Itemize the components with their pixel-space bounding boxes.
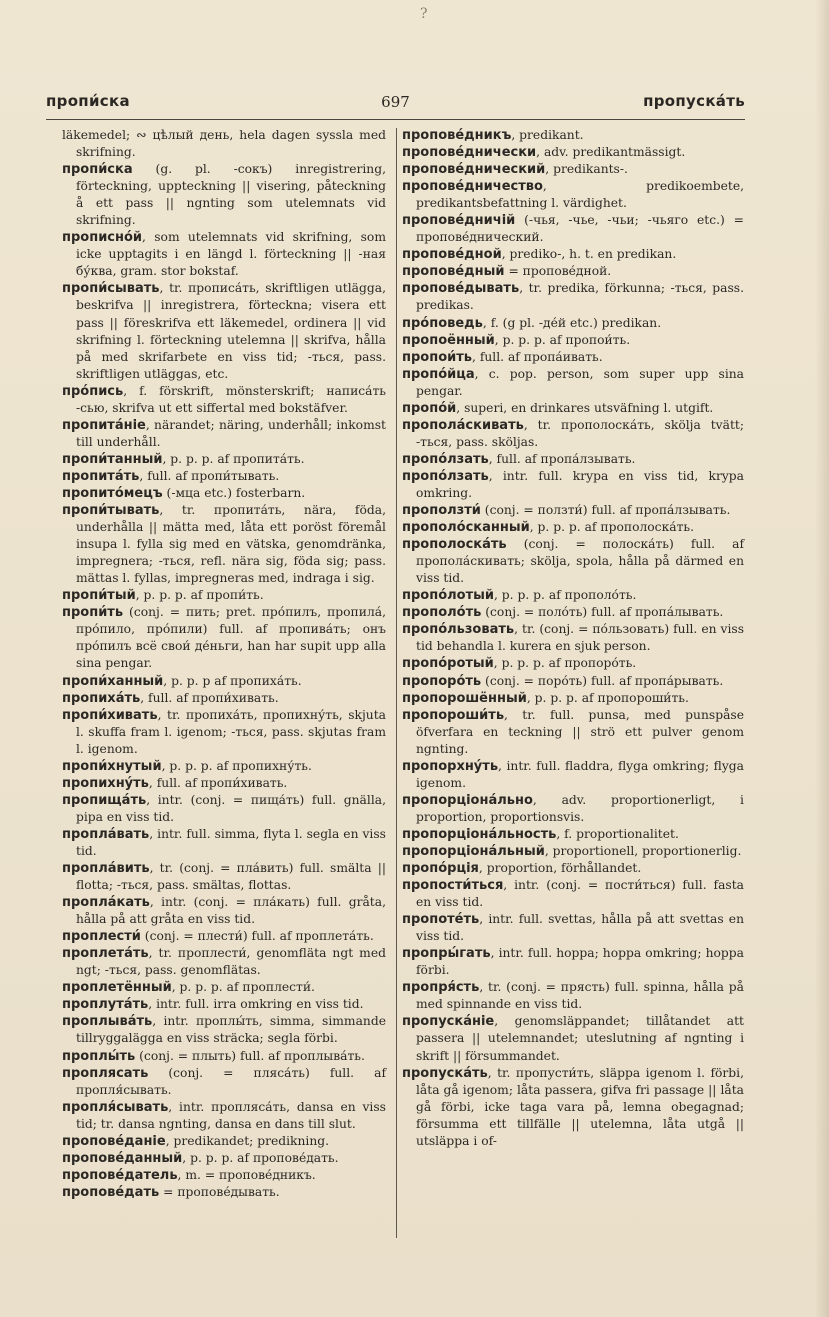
entry-definition: , intr. full. svettas, hålla på att svettas en viss tid. xyxy=(416,912,744,944)
entry-headword: пропи́сывать xyxy=(62,281,160,297)
entry-definition: , prediko-, h. t. en predikan. xyxy=(501,247,677,262)
entry-headword: прописно́й xyxy=(62,230,143,246)
entry-headword: про́пись xyxy=(62,383,124,399)
dictionary-entry xyxy=(402,400,744,417)
entry-definition: , intr. (conj. = пла́кать) full. gråta, hålla på att gråta en viss tid. xyxy=(76,895,386,927)
entry-headword: пропи́тывать xyxy=(62,503,160,519)
dictionary-entry xyxy=(62,161,386,229)
entry-headword: пропости́ться xyxy=(402,878,504,894)
column-divider xyxy=(396,128,397,1238)
dictionary-entry xyxy=(402,349,744,366)
dictionary-entry xyxy=(402,655,744,672)
entry-definition: , p. p. p. af пропита́ть. xyxy=(162,451,305,466)
entry-definition: , intr. (conj. = пища́ть) full. gnälla, pipa en viss tid. xyxy=(76,792,386,824)
dictionary-entry xyxy=(62,758,386,775)
page-number: 697 xyxy=(381,93,410,111)
dictionary-entry xyxy=(62,451,386,468)
dictionary-entry xyxy=(402,519,744,536)
entry-definition: (g. pl. -сокъ) inregistrering, förteckning, uppteckning || visering, påteckning å ett pass || ngnting som utelemnats vid skrifning. xyxy=(76,162,386,228)
dictionary-entry xyxy=(402,451,744,468)
entry-headword: проплясать xyxy=(62,1065,149,1081)
entry-definition: , intr. full. simma, flyta l. segla en viss tid. xyxy=(76,826,386,858)
entry-headword: пропи́хивать xyxy=(62,707,158,723)
right-guideword: пропуска́ть xyxy=(643,92,745,110)
entry-headword: пропря́сть xyxy=(402,980,480,996)
entry-headword: пропове́дать xyxy=(62,1184,160,1200)
entry-definition: (conj. = поро́ть) full. af пропа́рывать. xyxy=(481,673,724,688)
dictionary-entry xyxy=(62,690,386,707)
entry-headword: пропи́тый xyxy=(62,588,136,604)
entry-headword: проплета́ть xyxy=(62,946,149,962)
entry-headword: прополо́ть xyxy=(402,605,482,621)
dictionary-entry xyxy=(62,1048,386,1065)
dictionary-entry xyxy=(402,877,744,911)
entry-headword: пропове́дывать xyxy=(402,281,520,297)
entry-definition: , full. af пропа́лзывать. xyxy=(488,451,636,466)
dictionary-entry xyxy=(62,604,386,672)
entry-headword: про́поведь xyxy=(402,315,483,331)
entry-definition: (-мца etc.) fosterbarn. xyxy=(162,485,306,500)
entry-definition: , närandet; näring, underhåll; inkomst till underhåll. xyxy=(76,417,386,449)
entry-headword: пропля́сывать xyxy=(62,1099,169,1115)
entry-definition: (conj. = пить; pret. про́пилъ, пропила́, про́пило, про́пили) full. af пропива́ть; онъ про́пилъ всё свои́ де́ньги, han har supit upp alla sina pengar. xyxy=(76,605,386,671)
dictionary-entry xyxy=(62,1150,386,1167)
entry-definition: , p. p. p. af пропи́ть. xyxy=(135,588,264,603)
entry-definition: , predikants-. xyxy=(545,162,628,177)
dictionary-entry xyxy=(62,1167,386,1184)
dictionary-entry xyxy=(402,979,744,1013)
entry-headword: пропо́й xyxy=(402,400,457,416)
entry-definition: , tr. пропусти́ть, släppa igenom l. förbi, låta gå igenom; låta passera, gifva fri passage || låta gå förbi, icke taga vara på, lemna obegagnad; försumma ett tillfälle || utelemna, låta utgå || utsläppa i of- xyxy=(416,1065,744,1148)
entry-headword: пропуска́ть xyxy=(402,1065,488,1081)
entry-definition: , tr. пропита́ть, nära, föda, underhålla || mätta med, låta ett poröst föremål insupa l. fylla sig med en vätska, genomdränka, impregnera; -ться, refl. nära sig, föda sig; pass. mättas l. fyllas, impregneras med, indraga i sig. xyxy=(76,503,386,586)
running-head xyxy=(46,92,745,114)
dictionary-entry xyxy=(62,1065,386,1099)
entry-definition: (conj. = пляса́ть) full. af пропля́сывать. xyxy=(76,1065,386,1097)
entry-definition: , p. p. p. af проплести́. xyxy=(171,980,315,995)
entry-definition: , predikandet; predikning. xyxy=(165,1133,330,1148)
entry-definition: (-чья, -чье, -чьи; -чьяго etc.) = пропове́днический. xyxy=(416,213,744,245)
entry-headword: пропихну́ть xyxy=(62,775,149,791)
dictionary-entry xyxy=(402,826,744,843)
dictionary-entry xyxy=(402,673,744,690)
entry-definition: , tr. прополоска́ть, skölja tvätt; -ться, pass. sköljas. xyxy=(416,417,744,449)
entry-definition: , f. proportionalitet. xyxy=(556,826,679,841)
entry-headword: пропла́вать xyxy=(62,826,150,842)
dictionary-entry xyxy=(62,945,386,979)
entry-headword: проплетённый xyxy=(62,980,172,996)
entry-headword: пропо́йца xyxy=(402,366,475,382)
entry-headword: проплыва́ть xyxy=(62,1014,153,1030)
dictionary-entry xyxy=(62,673,386,690)
entry-definition: , som utelemnats vid skrifning, som icke upptagits i en längd l. förteckning || -ная бу́ква, gram. stor bokstaf. xyxy=(76,230,386,279)
entry-definition: , p. p. p af пропиха́ть. xyxy=(163,673,302,688)
entry-headword: пропове́датель xyxy=(62,1167,178,1183)
entry-definition: , full. af пропи́хивать. xyxy=(140,690,279,705)
entry-definition: (conj. = плести́) full. af проплета́ть. xyxy=(140,929,374,944)
dictionary-entry xyxy=(402,758,744,792)
header-rule xyxy=(46,119,745,120)
pencil-mark: ? xyxy=(420,6,428,22)
dictionary-entry xyxy=(62,928,386,945)
entry-headword: пропо́льзовать xyxy=(402,622,515,638)
entry-definition: , full. af пропи́хивать. xyxy=(148,775,288,790)
entry-headword: проползти́ xyxy=(402,503,481,519)
entry-headword: пропорціона́льность xyxy=(402,826,557,842)
entry-headword: пропи́танный xyxy=(62,451,163,467)
entry-definition: , intr. пропляса́ть, dansa en viss tid; tr. dansa ngnting, dansa en dans till slut. xyxy=(76,1099,386,1131)
entry-definition: , f. förskrift, mönsterskrift; написа́ть -сью, skrifva ut ett siffertal med bokstäfver. xyxy=(76,383,386,415)
dictionary-entry xyxy=(402,280,744,314)
entry-headword: пропове́днический xyxy=(402,162,546,178)
entry-headword: пропове́дной xyxy=(402,247,502,263)
entry-definition: , c. pop. person, som super upp sina pengar. xyxy=(416,366,744,398)
dictionary-entry xyxy=(62,468,386,485)
entry-definition: , tr. прописа́ть, skriftligen utlägga, beskrifva || inregistrera, förteckna; visera ett pass || föreskrifva ett läkemedel, ordinera || vid skrifning l. förteckning utelemna || skrifva, hålla på med skrifarbete en viss tid; -ться, pass. skriftligen utläggas, etc. xyxy=(76,281,386,381)
dictionary-entry xyxy=(62,894,386,928)
dictionary-entry xyxy=(402,127,744,144)
dictionary-entry xyxy=(402,587,744,604)
entry-definition: , adv. predikantmässigt. xyxy=(536,145,686,160)
entry-definition: , tr. (conj. = по́льзовать) full. en viss tid behandla l. kurera en sjuk person. xyxy=(416,622,744,654)
dictionary-entry xyxy=(402,1065,744,1150)
dictionary-entry xyxy=(62,127,386,161)
dictionary-entry xyxy=(62,860,386,894)
entry-headword: пропла́вить xyxy=(62,861,150,877)
left-column xyxy=(62,127,386,1201)
entry-headword: пропорошённый xyxy=(402,690,527,706)
entry-definition: , intr. full. krypa en viss tid, krypa omkring. xyxy=(416,468,744,500)
entry-definition: , intr. full. hoppa; hoppa omkring; hoppa förbi. xyxy=(416,946,744,978)
dictionary-entry xyxy=(402,161,744,178)
entry-definition: = пропове́дывать. xyxy=(159,1184,280,1199)
entry-definition: läkemedel; ∾ цѣлый день, hela dagen syssla med skrifning. xyxy=(62,128,386,160)
entry-definition: , predikant. xyxy=(511,128,584,142)
entry-definition: , superi, en drinkares utsväfning l. utgift. xyxy=(456,400,714,415)
entry-headword: пропры́гать xyxy=(402,946,491,962)
dictionary-entry xyxy=(402,468,744,502)
dictionary-entry xyxy=(62,792,386,826)
dictionary-entry xyxy=(402,212,744,246)
entry-definition: (conj. = полоска́ть) full. af пропола́скивать; skölja, spola, hålla på därmed en viss tid. xyxy=(416,537,744,586)
entry-definition: , adv. proportionerligt, i proportion, proportionsvis. xyxy=(416,792,744,824)
dictionary-entry xyxy=(62,707,386,758)
entry-headword: пропорціона́льный xyxy=(402,843,545,859)
dictionary-entry xyxy=(402,315,744,332)
entry-definition: , intr. (conj. = пости́ться) full. fasta en viss tid. xyxy=(416,878,744,910)
dictionary-entry xyxy=(402,707,744,758)
entry-headword: пропи́ханный xyxy=(62,673,164,689)
dictionary-entry xyxy=(402,332,744,349)
entry-headword: пропита́ть xyxy=(62,468,140,484)
dictionary-entry xyxy=(62,229,386,280)
dictionary-entry xyxy=(62,775,386,792)
entry-headword: пропове́дникъ xyxy=(402,128,512,143)
entry-definition: , m. = пропове́дникъ. xyxy=(177,1167,316,1182)
entry-headword: пропои́ть xyxy=(402,349,472,365)
entry-headword: пропо́лзать xyxy=(402,451,489,467)
dictionary-entry xyxy=(402,263,744,280)
entry-headword: пропито́мецъ xyxy=(62,485,163,501)
entry-headword: пропища́ть xyxy=(62,792,147,808)
dictionary-entry xyxy=(62,996,386,1013)
entry-headword: прополоска́ть xyxy=(402,537,507,553)
entry-definition: , full. af пропи́тывать. xyxy=(139,468,280,483)
dictionary-entry xyxy=(402,843,744,860)
dictionary-entry xyxy=(402,945,744,979)
entry-headword: пропи́хнутый xyxy=(62,758,162,774)
dictionary-entry xyxy=(62,826,386,860)
entry-headword: пропове́дничій xyxy=(402,213,516,229)
entry-definition: , genomsläppandet; tillåtandet att passera || utelemnandet; uteslutning af ngnting i skrift || försummandet. xyxy=(416,1014,744,1063)
dictionary-entry xyxy=(62,280,386,382)
entry-headword: пропи́ть xyxy=(62,605,124,621)
entry-headword: пропоро́ть xyxy=(402,673,482,689)
entry-definition: , p. p. p. af прополоска́ть. xyxy=(529,520,694,535)
entry-headword: проплы́ть xyxy=(62,1048,136,1064)
entry-headword: пропове́данный xyxy=(62,1150,183,1166)
entry-definition: , tr. full. punsa, med punspåse öfverfara en teckning || strö ett pulver genom ngnting. xyxy=(416,707,744,756)
entry-headword: пропороши́ть xyxy=(402,707,505,723)
dictionary-entry xyxy=(402,690,744,707)
entry-definition: (conj. = плыть) full. af проплыва́ть. xyxy=(135,1048,365,1063)
right-column xyxy=(402,127,744,1150)
dictionary-entry xyxy=(402,246,744,263)
entry-headword: пропо́рція xyxy=(402,861,479,877)
entry-headword: пропове́днически xyxy=(402,145,537,161)
dictionary-entry xyxy=(402,417,744,451)
entry-definition: , intr. проплы́ть, simma, simmande tillryggalägga en viss sträcka; segla förbi. xyxy=(76,1014,386,1046)
entry-definition: (conj. = ползти́) full. af пропа́лзывать. xyxy=(480,503,731,518)
entry-definition: , intr. full. irra omkring en viss tid. xyxy=(148,997,364,1012)
entry-definition: , tr. (conj. = пла́вить) full. smälta || flotta; -ться, pass. smältas, flottas. xyxy=(76,861,386,893)
dictionary-entry xyxy=(62,587,386,604)
entry-headword: пропове́дный xyxy=(402,264,505,280)
dictionary-entry xyxy=(402,621,744,655)
entry-headword: пропо́ротый xyxy=(402,656,494,672)
entry-headword: пропо́лотый xyxy=(402,588,494,604)
entry-headword: пропо́лзать xyxy=(402,468,489,484)
entry-definition: , p. p. p. af пропои́ть. xyxy=(494,332,631,347)
entry-definition: , proportion, förhållandet. xyxy=(478,861,642,876)
entry-headword: пропи́ска xyxy=(62,162,133,178)
entry-headword: пропиха́ть xyxy=(62,690,141,706)
entry-definition: , tr. (conj. = прясть) full. spinna, hålla på med spinnande en viss tid. xyxy=(416,980,744,1012)
entry-definition: = пропове́дной. xyxy=(504,264,612,279)
dictionary-entry xyxy=(62,485,386,502)
dictionary-entry xyxy=(402,1013,744,1064)
dictionary-entry xyxy=(62,979,386,996)
dictionary-entry xyxy=(402,536,744,587)
dictionary-entry xyxy=(402,502,744,519)
entry-definition: , p. p. p. af прополо́ть. xyxy=(493,588,637,603)
dictionary-entry xyxy=(62,1099,386,1133)
entry-definition: , proportionell, proportionerlig. xyxy=(544,843,742,858)
dictionary-entry xyxy=(402,178,744,212)
entry-headword: пропорхну́ть xyxy=(402,758,499,774)
dictionary-entry xyxy=(402,792,744,826)
dictionary-entry xyxy=(62,417,386,451)
entry-definition: , intr. full. fladdra, flyga omkring; flyga igenom. xyxy=(416,758,744,790)
entry-definition: , tr. проплести́, genomfläta ngt med ngt; -ться, pass. genomflätas. xyxy=(76,946,386,978)
entry-definition: , f. (g pl. -де́й etc.) predikan. xyxy=(482,315,662,330)
dictionary-entry xyxy=(402,860,744,877)
left-guideword: пропи́ска xyxy=(46,92,130,110)
entry-headword: прополо́сканный xyxy=(402,520,530,536)
dictionary-entry xyxy=(62,1133,386,1150)
entry-definition: , tr. пропиха́ть, пропихну́ть, skjuta l. skuffa fram l. igenom; -ться, pass. skjutas fram l. igenom. xyxy=(76,707,386,756)
dictionary-entry xyxy=(62,1184,386,1201)
entry-headword: пропоте́ть xyxy=(402,912,480,928)
entry-headword: пропорціона́льно xyxy=(402,792,533,808)
entry-headword: проплести́ xyxy=(62,929,141,945)
entry-definition: , tr. predika, förkunna; -ться, pass. predikas. xyxy=(416,281,744,313)
entry-definition: (conj. = поло́ть) full. af пропа́лывать. xyxy=(481,605,724,620)
entry-definition: , full. af пропа́ивать. xyxy=(472,349,603,364)
entry-definition: , p. p. p. af пропоро́ть. xyxy=(493,656,637,671)
dictionary-entry xyxy=(402,144,744,161)
entry-headword: пропита́ніе xyxy=(62,417,146,433)
entry-definition: , p. p. p. af пропороши́ть. xyxy=(526,690,689,705)
entry-headword: пропола́скивать xyxy=(402,417,524,433)
dictionary-entry xyxy=(402,366,744,400)
entry-headword: пропоённый xyxy=(402,332,495,348)
entry-headword: пропове́дничество xyxy=(402,179,543,195)
entry-headword: пропуска́ніе xyxy=(402,1014,495,1030)
dictionary-entry xyxy=(62,383,386,417)
dictionary-entry xyxy=(62,502,386,587)
dictionary-entry xyxy=(62,1013,386,1047)
entry-definition: , p. p. p. af пропихну́ть. xyxy=(161,758,312,773)
dictionary-entry xyxy=(402,911,744,945)
entry-headword: проплута́ть xyxy=(62,997,149,1013)
entry-headword: пропла́кать xyxy=(62,895,150,911)
dictionary-entry xyxy=(402,604,744,621)
entry-headword: пропове́даніе xyxy=(62,1133,166,1149)
entry-definition: , predikoembete, predikantsbefattning l. värdighet. xyxy=(416,179,744,211)
entry-definition: , p. p. p. af пропове́дать. xyxy=(182,1150,339,1165)
